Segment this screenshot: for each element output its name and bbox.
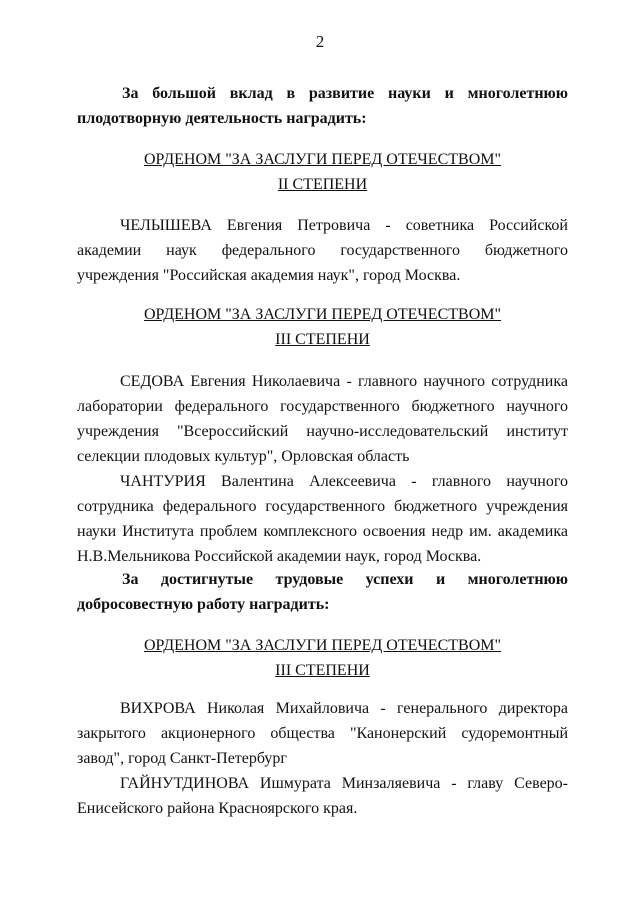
award-recipient: СЕДОВА Евгения Николаевича - главного научного сотрудника лаборатории федерального государственного бюджетного научного учреждения "Всероссийский научно-исследовательский институт селекции плодовых культур", Орловская область (77, 373, 568, 465)
order-title-line1: ОРДЕНОМ "ЗА ЗАСЛУГИ ПЕРЕД ОТЕЧЕСТВОМ" (143, 637, 502, 654)
award-recipient-list (77, 696, 568, 821)
order-title-line1: ОРДЕНОМ "ЗА ЗАСЛУГИ ПЕРЕД ОТЕЧЕСТВОМ" (143, 151, 502, 168)
page-number: 2 (315, 32, 325, 51)
order-heading-2nd-degree (77, 147, 568, 197)
award-recipient: ЧАНТУРИЯ Валентина Алексеевича - главного научного сотрудника федерального государственного бюджетного учреждения науки Института проблем комплексного освоения недр им. академика Н.В.Мельникова Российской академии наук, город Москва. (77, 473, 568, 565)
award-reason: За большой вклад в развитие науки и многолетнюю плодотворную деятельность наградить: (77, 85, 568, 127)
section-2-intro (77, 567, 568, 617)
order-title-line2: III СТЕПЕНИ (275, 662, 370, 679)
award-recipient-list (77, 369, 568, 569)
award-recipient: ВИХРОВА Николая Михайловича - генерального директора закрытого акционерного общества "Канонерский судоремонтный завод", город Санкт-Петербург (77, 700, 568, 767)
award-recipient: ЧЕЛЫШЕВА Евгения Петровича - советника Российской академии наук федерального государственного бюджетного учреждения "Российская академия наук", город Москва. (77, 217, 568, 284)
award-reason: За достигнутые трудовые успехи и многолетнюю добросовестную работу наградить: (77, 571, 568, 613)
order-heading-3rd-degree (77, 633, 568, 683)
order-title-line2: II СТЕПЕНИ (277, 176, 368, 193)
award-recipient-list (77, 213, 568, 288)
order-heading-3rd-degree (77, 302, 568, 352)
section-1-intro (77, 81, 568, 131)
order-title-line2: III СТЕПЕНИ (275, 331, 370, 348)
order-title-line1: ОРДЕНОМ "ЗА ЗАСЛУГИ ПЕРЕД ОТЕЧЕСТВОМ" (143, 306, 502, 323)
award-recipient: ГАЙНУТДИНОВА Ишмурата Минзаляевича - главу Северо-Енисейского района Красноярского края. (77, 775, 568, 817)
